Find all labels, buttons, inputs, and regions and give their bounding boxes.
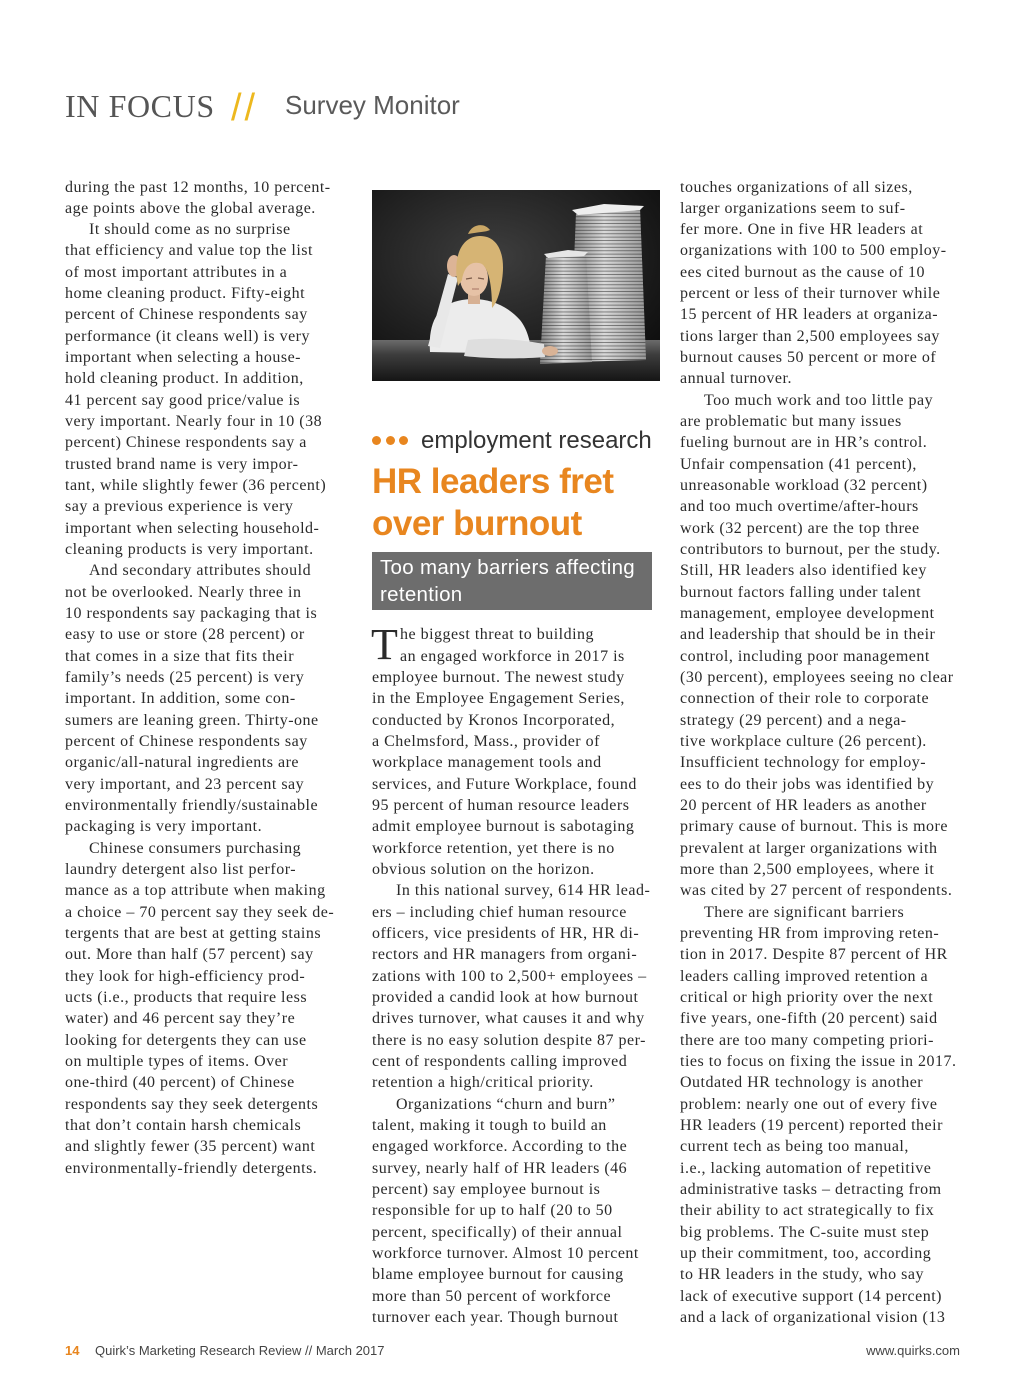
text-line: on multiple types of items. Over xyxy=(65,1052,289,1070)
text-line: retention a high/critical priority. xyxy=(372,1074,594,1092)
text-line: blame employee burnout for causing xyxy=(372,1266,624,1284)
text-line: And secondary attributes should xyxy=(89,562,312,580)
text-line: tion in 2017. Despite 87 percent of HR xyxy=(680,946,948,964)
text-line: strategy (29 percent) and a nega- xyxy=(680,711,907,729)
paragraph xyxy=(65,838,353,1179)
text-line: percent, specifically) of their annual xyxy=(372,1223,623,1241)
text-line: administrative tasks – detracting from xyxy=(680,1180,942,1198)
text-line: percent of Chinese respondents say xyxy=(65,733,308,751)
text-line: larger organizations seem to suf- xyxy=(680,199,906,217)
text-line: annual turnover. xyxy=(680,370,792,388)
text-line: burnout causes 50 percent or more of xyxy=(680,349,937,367)
text-line: prevalent at larger organizations with xyxy=(680,839,938,857)
text-line: percent or less of their turnover while xyxy=(680,285,941,303)
text-line: organic/all-natural ingredients are xyxy=(65,754,299,772)
paragraph xyxy=(680,390,968,902)
publication-line: Quirk’s Marketing Research Review // March 2017 xyxy=(95,1343,385,1358)
text-line: 15 percent of HR leaders at organiza- xyxy=(680,306,939,324)
paragraph xyxy=(65,560,353,837)
text-line: easy to use or store (28 percent) or xyxy=(65,626,305,644)
text-line: cleaning products is very important. xyxy=(65,541,314,559)
paragraph xyxy=(65,219,353,560)
text-line: very important, and 23 percent say xyxy=(65,775,305,793)
text-line: are problematic but many issues xyxy=(680,413,902,431)
text-line: ers – including chief human resource xyxy=(372,903,627,921)
section-label: IN FOCUS xyxy=(65,88,215,124)
text-line: (30 percent), employees seeing no clear xyxy=(680,669,954,687)
page-number: 14 xyxy=(65,1343,80,1358)
text-line: critical or high priority over the next xyxy=(680,988,934,1006)
text-line: There are significant barriers xyxy=(704,903,905,921)
text-line: a Chelmsford, Mass., provider of xyxy=(372,733,600,751)
paragraph xyxy=(680,177,968,390)
article-title-line: over burnout xyxy=(372,504,582,543)
text-line: they look for high-efficiency prod- xyxy=(65,967,306,985)
text-line: organizations with 100 to 500 employ- xyxy=(680,242,947,260)
text-line: fueling burnout are in HR’s control. xyxy=(680,434,928,452)
text-line: mance as a top attribute when making xyxy=(65,882,326,900)
text-line: that don’t contain harsh chemicals xyxy=(65,1116,302,1134)
text-line: 20 percent of HR leaders as another xyxy=(680,797,927,815)
text-line: environmentally-friendly detergents. xyxy=(65,1159,318,1177)
text-line: say a previous experience is very xyxy=(65,498,294,516)
kicker-dot xyxy=(386,436,395,445)
text-column-right xyxy=(680,177,968,1329)
text-line: environmentally friendly/sustainable xyxy=(65,797,319,815)
text-line: conducted by Kronos Incorporated, xyxy=(372,711,616,729)
text-line: admit employee burnout is sabotaging xyxy=(372,818,635,836)
kicker-dot xyxy=(372,436,381,445)
text-line: home cleaning product. Fifty-eight xyxy=(65,285,306,303)
paragraph xyxy=(65,177,353,220)
section-separator: // xyxy=(231,87,259,129)
text-line: Organizations “churn and burn” xyxy=(396,1095,616,1113)
text-line: a choice – 70 percent say they seek de- xyxy=(65,903,335,921)
website-url: www.quirks.com xyxy=(866,1343,960,1358)
text-line: It should come as no surprise xyxy=(89,221,291,239)
text-line: officers, vice presidents of HR, HR di- xyxy=(372,924,640,942)
text-line: and a lack of organizational vision (13 xyxy=(680,1308,946,1326)
text-line: talent, making it tough to build an xyxy=(372,1116,607,1134)
paragraph xyxy=(371,620,660,880)
text-line: ees to do their jobs was identified by xyxy=(680,775,935,793)
text-line: Still, HR leaders also identified key xyxy=(680,562,927,580)
text-line: that comes in a size that fits their xyxy=(65,647,295,665)
text-line: primary cause of burnout. This is more xyxy=(680,818,948,836)
text-line: In this national survey, 614 HR lead- xyxy=(396,882,651,900)
text-line: contributors to burnout, per the study. xyxy=(680,541,941,559)
text-line: Outdated HR technology is another xyxy=(680,1074,924,1092)
article-title xyxy=(372,461,660,545)
text-line: there are too many competing priori- xyxy=(680,1031,934,1049)
paragraph xyxy=(372,880,660,1093)
text-line: fer more. One in five HR leaders at xyxy=(680,221,924,239)
text-line: percent of Chinese respondents say xyxy=(65,306,308,324)
text-line: during the past 12 months, 10 percent- xyxy=(65,178,331,196)
text-line: and too much overtime/after-hours xyxy=(680,498,919,516)
text-line: tergents that are best at getting stains xyxy=(65,924,322,942)
text-line: laundry detergent also list perfor- xyxy=(65,861,297,878)
article-photo xyxy=(372,190,660,381)
text-line: and slightly fewer (35 percent) want xyxy=(65,1138,316,1156)
text-line: turnover each year. Though burnout xyxy=(372,1308,619,1326)
article-subtitle-box xyxy=(372,552,652,610)
text-line: percent) Chinese respondents say a xyxy=(65,434,307,452)
article-title-line: HR leaders fret xyxy=(372,462,614,501)
text-line: connection of their role to corporate xyxy=(680,690,930,708)
text-line: Too much work and too little pay xyxy=(704,391,934,409)
text-line: obvious solution on the horizon. xyxy=(372,861,595,878)
text-line: Insufficient technology for employ- xyxy=(680,754,927,772)
text-line: 95 percent of human resource leaders xyxy=(372,797,630,815)
text-line: problem: nearly one out of every five xyxy=(680,1095,938,1113)
text-line: survey, nearly half of HR leaders (46 xyxy=(372,1159,628,1177)
text-line: HR leaders (19 percent) reported their xyxy=(680,1116,943,1134)
text-line: very important. Nearly four in 10 (38 xyxy=(65,413,323,431)
text-line: important when selecting a house- xyxy=(65,349,301,367)
text-line: leaders calling improved retention a xyxy=(680,967,929,985)
text-line: 41 percent say good price/value is xyxy=(65,391,301,409)
text-line: big problems. The C-suite must step xyxy=(680,1223,930,1241)
text-line: and leadership that should be in their xyxy=(680,626,936,644)
text-line: packaging is very important. xyxy=(65,818,263,836)
paragraph xyxy=(680,902,968,1329)
text-line: provided a candid look at how burnout xyxy=(372,988,639,1006)
text-line: one-third (40 percent) of Chinese xyxy=(65,1074,295,1092)
text-line: ees cited burnout as the cause of 10 xyxy=(680,263,926,281)
text-line: Chinese consumers purchasing xyxy=(89,839,302,857)
text-line: five years, one-fifth (20 percent) said xyxy=(680,1010,938,1028)
drop-cap: T xyxy=(371,620,398,669)
text-line: cent of respondents calling improved xyxy=(372,1052,628,1070)
text-line: i.e., lacking automation of repetitive xyxy=(680,1159,932,1177)
text-line: preventing HR from improving reten- xyxy=(680,924,940,942)
text-line: performance (it cleans well) is very xyxy=(65,327,311,345)
text-line: respondents say they seek detergents xyxy=(65,1095,319,1113)
text-line: important when selecting household- xyxy=(65,519,320,537)
text-line: control, including poor management xyxy=(680,647,930,665)
text-column-left xyxy=(65,177,353,1179)
text-line: workplace management tools and xyxy=(372,754,602,772)
article-subtitle-line: retention xyxy=(380,583,463,606)
text-line: workforce retention, yet there is no xyxy=(372,839,615,857)
article-body xyxy=(371,620,660,1328)
text-line: to HR leaders in the study, who say xyxy=(680,1266,924,1284)
article-subtitle-line: Too many barriers affecting xyxy=(380,556,635,579)
text-line: drives turnover, what causes it and why xyxy=(372,1010,645,1028)
text-line: their ability to act strategically to fix xyxy=(680,1202,935,1220)
text-line: rectors and HR managers from organi- xyxy=(372,946,638,964)
text-line: lack of executive support (14 percent) xyxy=(680,1287,943,1305)
text-line: not be overlooked. Nearly three in xyxy=(65,583,302,601)
text-line: unreasonable workload (32 percent) xyxy=(680,477,928,495)
text-line: ucts (i.e., products that require less xyxy=(65,988,308,1006)
text-line: 10 respondents say packaging that is xyxy=(65,605,318,623)
text-line: engaged workforce. According to the xyxy=(372,1138,628,1156)
text-line: percent) say employee burnout is xyxy=(372,1180,601,1198)
text-line: that efficiency and value top the list xyxy=(65,242,313,260)
text-line: more than 50 percent of workforce xyxy=(372,1287,612,1305)
text-line: more than 2,500 employees, where it xyxy=(680,861,935,878)
text-line: services, and Future Workplace, found xyxy=(372,775,637,793)
article-kicker: employment research xyxy=(421,426,652,454)
text-line: an engaged workforce in 2017 is xyxy=(400,647,625,665)
text-line: workforce turnover. Almost 10 percent xyxy=(372,1244,639,1262)
text-line: burnout factors falling under talent xyxy=(680,583,922,601)
text-line: out. More than half (57 percent) say xyxy=(65,946,314,964)
text-line: ties to focus on fixing the issue in 2017. xyxy=(680,1052,957,1070)
text-line: in the Employee Engagement Series, xyxy=(372,690,625,708)
text-line: tive workplace culture (26 percent). xyxy=(680,733,927,751)
kicker-dot xyxy=(399,436,408,445)
text-line: age points above the global average. xyxy=(65,199,316,217)
text-line: zations with 100 to 2,500+ employees – xyxy=(372,967,647,985)
text-line: important. In addition, some con- xyxy=(65,690,296,708)
text-line: tant, while slightly fewer (36 percent) xyxy=(65,477,327,495)
text-line: was cited by 27 percent of respondents. xyxy=(680,882,953,900)
text-line: looking for detergents they can use xyxy=(65,1031,307,1049)
text-line: up their commitment, too, according xyxy=(680,1244,932,1262)
text-line: tions larger than 2,500 employees say xyxy=(680,327,940,345)
kicker-dots xyxy=(372,436,413,445)
text-line: trusted brand name is very impor- xyxy=(65,455,299,473)
text-line: he biggest threat to building xyxy=(400,626,595,644)
text-line: responsible for up to half (20 to 50 xyxy=(372,1202,613,1220)
text-line: of most important attributes in a xyxy=(65,263,288,281)
text-line: water) and 46 percent say they’re xyxy=(65,1010,296,1028)
subsection-label: Survey Monitor xyxy=(285,90,460,120)
text-line: hold cleaning product. In addition, xyxy=(65,370,304,388)
text-line: family’s needs (25 percent) is very xyxy=(65,669,305,687)
text-line: current tech as being too manual, xyxy=(680,1138,909,1156)
text-line: employee burnout. The newest study xyxy=(372,669,625,687)
text-line: touches organizations of all sizes, xyxy=(680,178,913,196)
text-line: work (32 percent) are the top three xyxy=(680,519,920,537)
text-line: management, employee development xyxy=(680,605,935,623)
text-line: Unfair compensation (41 percent), xyxy=(680,455,917,473)
text-line: there is no easy solution despite 87 per- xyxy=(372,1031,646,1049)
paragraph xyxy=(372,1094,660,1329)
text-line: sumers are leaning green. Thirty-one xyxy=(65,711,319,729)
